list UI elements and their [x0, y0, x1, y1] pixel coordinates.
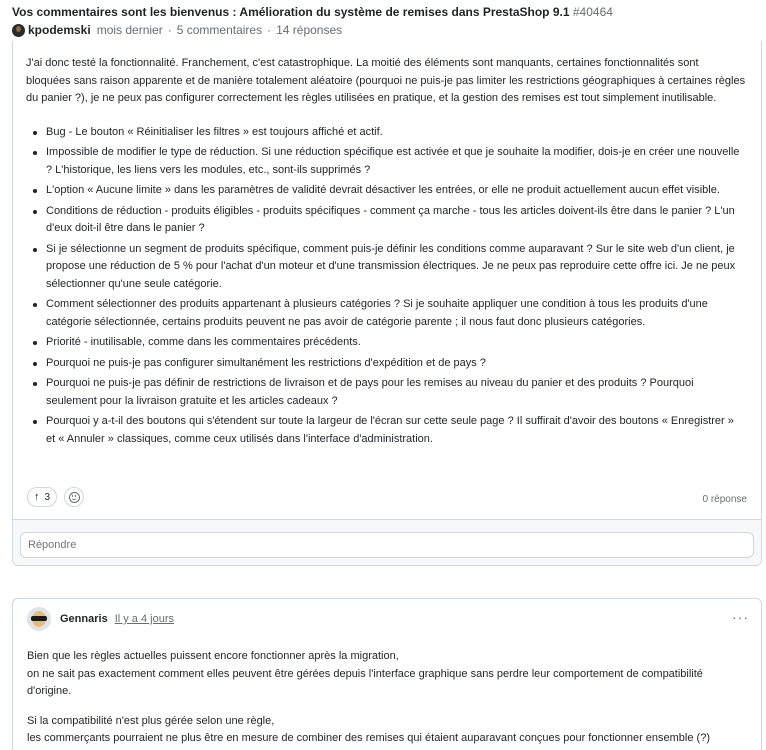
avatar[interactable] — [27, 607, 51, 631]
discussion-header — [12, 4, 758, 40]
discussion-title-line — [12, 4, 758, 20]
reply-count: 0 réponse — [702, 494, 747, 505]
discussion-meta — [12, 23, 758, 37]
author-name[interactable]: kpodemski — [28, 23, 91, 37]
comment-paragraph: J'ai donc testé la fonctionnalité. Franchement, c'est catastrophique. La moitié des éléments sont manquants, certaines fonctionnalités sont bloquées sans raison apparente et de manière totalement aléatoire (pourquoi ne puis-je pas limiter les restrictions géographiques à certaines règles du panier ?), je ne peux pas configurer correctement les règles utilisées en pratique, et la gestion des remises est tout simplement inutilisable. — [26, 57, 746, 104]
discussion-title[interactable]: Vos commentaires sont les bienvenus : Amélioration du système de remises dans PrestaShop 9.1 — [12, 5, 570, 19]
list-item: Pourquoi ne puis-je pas définir de restrictions de livraison et de pays pour les remises au niveau du panier et des produits ? Pourquoi seulement pour la livraison gratuite et les articles cadeaux ? — [26, 375, 746, 410]
comment-timestamp[interactable]: Il y a 4 jours — [114, 613, 174, 625]
meta-separator: · — [167, 23, 172, 37]
list-item: Pourquoi y a-t-il des boutons qui s'étendent sur toute la largeur de l'écran sur cette seule page ? Il suffirait d'avoir des boutons « Enregistrer » et « Annuler » classiques, comme ceux utilisés dans l'interface d'administration. — [26, 413, 746, 448]
reply-bar — [13, 519, 761, 565]
list-item: Priorité - inutilisable, comme dans les commentaires précédents. — [26, 334, 746, 352]
comment-paragraph — [27, 713, 747, 748]
comment-body — [27, 648, 747, 750]
meta-separator: · — [267, 23, 272, 37]
comment-line: les commerçants pourraient ne plus être en mesure de combiner des remises qui étaient auparavant conçues pour fonctionner ensemble (?) — [27, 732, 710, 744]
comment-line: Si la compatibilité n'est plus gérée selon une règle, — [27, 714, 275, 727]
kebab-menu-icon[interactable]: ··· — [732, 609, 749, 625]
comment-header — [27, 607, 174, 631]
upvote-button[interactable] — [27, 487, 57, 507]
comment-bullet-list — [26, 124, 746, 449]
comment-line: on ne sait pas exactement comment elles peuvent être gérées depuis l'interface graphique sans perdre leur comportement de compatibilité d'origine. — [27, 667, 703, 697]
list-item: Si je sélectionne un segment de produits spécifique, comment puis-je définir les conditions comme auparavant ? Sur le site web d'un client, je propose une réduction de 5 % pour l'achat d'un moteur et d'une transmission électriques. Je ne peux pas reproduire cette offre ici. Je ne peux sélectionner qu'une seule catégorie. — [26, 241, 746, 294]
comment-card — [12, 598, 762, 750]
replies-count: 14 réponses — [276, 23, 343, 37]
list-item: Pourquoi ne puis-je pas configurer simultanément les restrictions d'expédition et de pays ? — [26, 355, 746, 373]
smiley-icon — [69, 492, 80, 503]
arrow-up-icon: ↑ — [34, 491, 40, 503]
upvote-count: 3 — [44, 491, 51, 503]
list-item: Comment sélectionner des produits appartenant à plusieurs catégories ? Si je souhaite appliquer une condition à tous les produits d'une catégorie sélectionnée, certains produits peuvent ne pas avoir de catégorie parente ; il nous faut donc plusieurs catégories. — [26, 296, 746, 331]
author-avatar[interactable] — [12, 24, 25, 37]
comment-author[interactable]: Gennaris — [60, 613, 108, 625]
list-item: Impossible de modifier le type de réduction. Si une réduction spécifique est activée et que je souhaite la modifier, dois-je en créer une nouvelle ? L'historique, les liens vers les modules, etc., sont-ils supprimés ? — [26, 144, 746, 179]
comments-count: 5 commentaires — [176, 23, 263, 37]
reply-input[interactable] — [20, 532, 754, 558]
list-item: L'option « Aucune limite » dans les paramètres de validité devrait désactiver les entrées, or elle ne produit actuellement aucun effet visible. — [26, 182, 746, 200]
discussion-number[interactable]: #40464 — [572, 5, 613, 19]
add-reaction-button[interactable] — [64, 487, 84, 507]
comment-line: Bien que les règles actuelles puissent encore fonctionner après la migration, — [27, 650, 399, 662]
discussion-time: mois dernier — [96, 23, 163, 37]
comment-body — [26, 55, 746, 451]
list-item: Bug - Le bouton « Réinitialiser les filtres » est toujours affiché et actif. — [26, 124, 746, 142]
reactions-bar — [27, 487, 84, 507]
avatar-glasses — [31, 616, 47, 621]
comment-paragraph — [27, 648, 747, 701]
list-item: Conditions de réduction - produits éligibles - produits spécifiques - comment ça marche - tous les articles doivent-ils être dans le panier ? L'un d'eux doit-il être dans le panier ? — [26, 203, 746, 238]
comment-card — [12, 41, 762, 566]
